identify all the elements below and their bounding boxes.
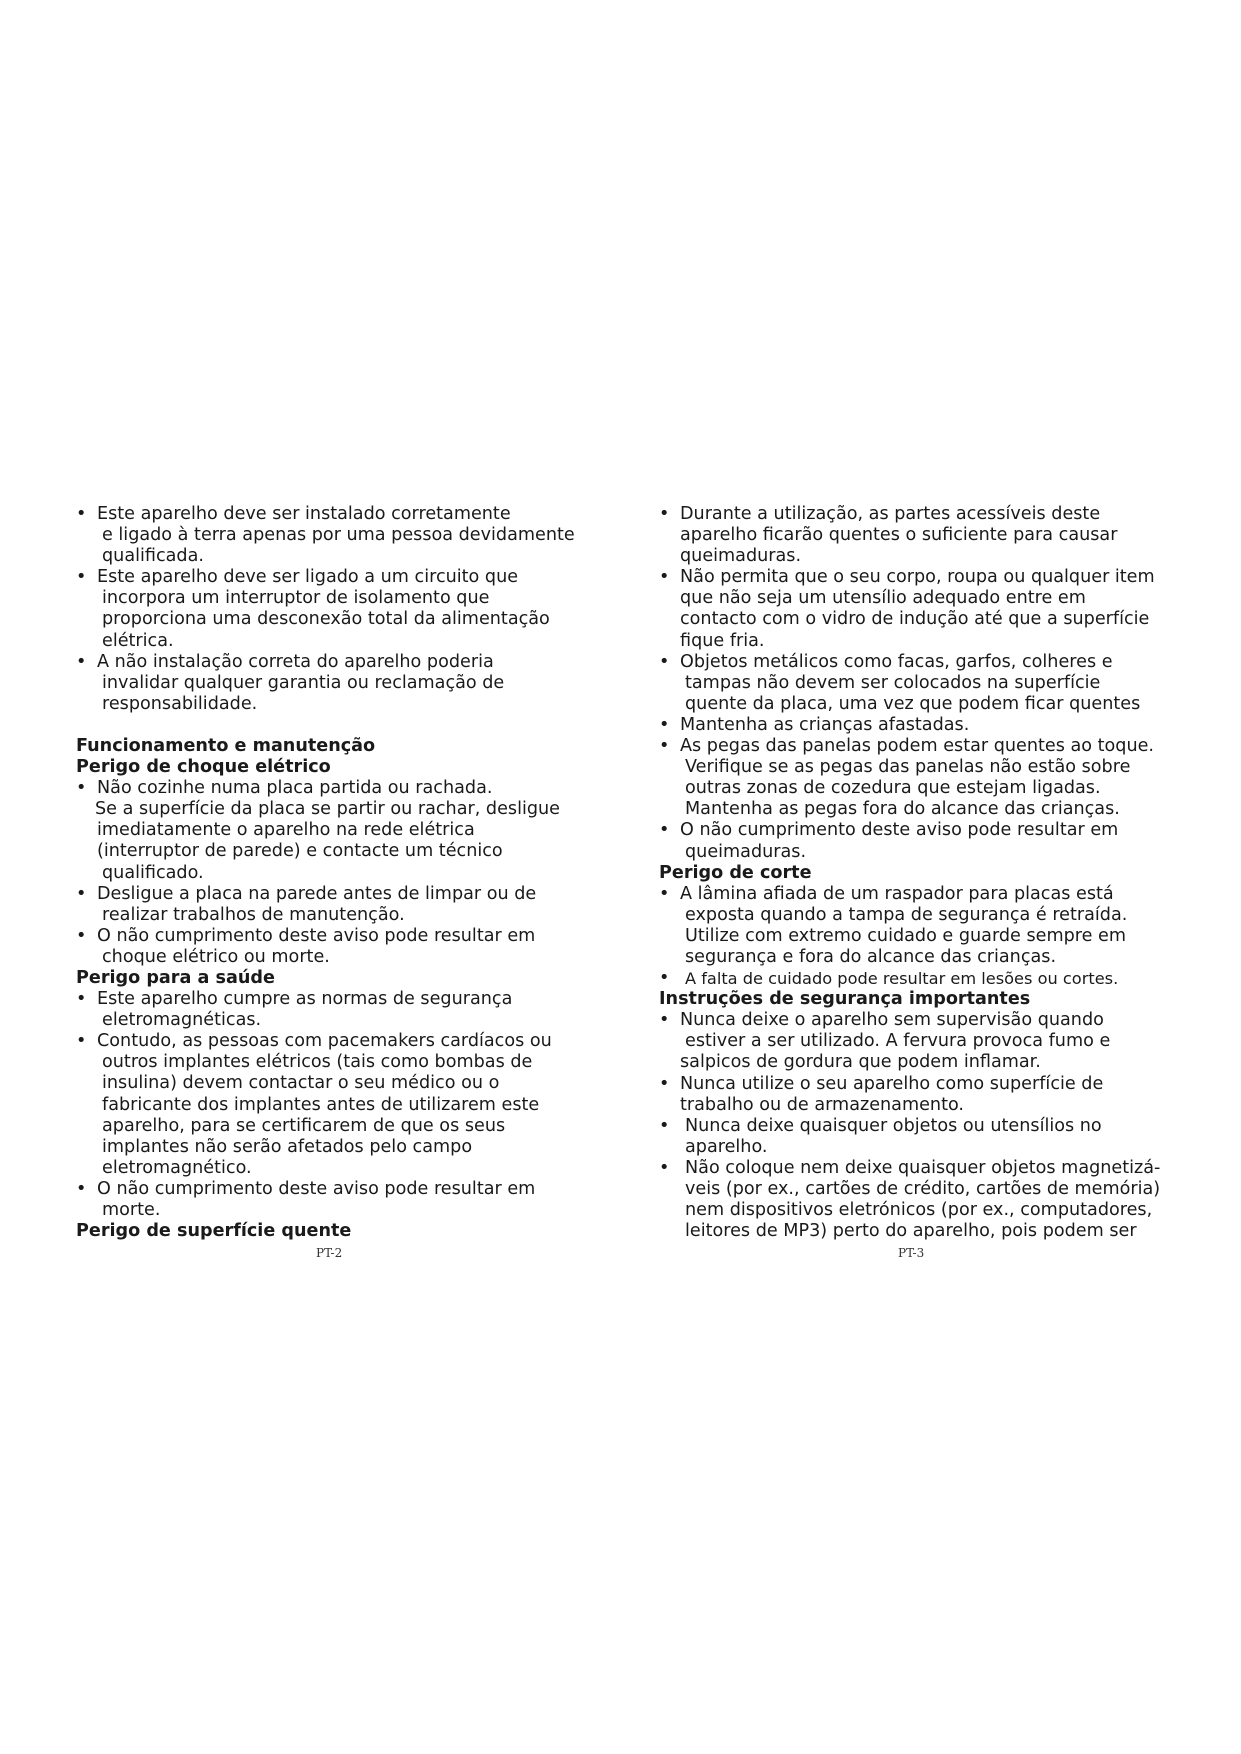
list-item: • Contudo, as pessoas com pacemakers cardíacos ou outros implantes elétricos (tais como bombas de insulina) devem contactar o seu médico ou o fabricante dos implantes antes de utilizarem este aparelho, para se certificarem de que os seus implantes não serão afetados pelo campo eletromagnético. xyxy=(76,1031,552,1178)
health-heading: Perigo para a saúde xyxy=(76,967,275,988)
left-page xyxy=(76,504,596,1242)
bullet-icon: • xyxy=(659,504,670,524)
bullet-icon: • xyxy=(76,504,87,524)
health-bullet-list xyxy=(76,989,596,1221)
list-item: • Mantenha as crianças afastadas. xyxy=(659,714,970,735)
spacer xyxy=(76,715,596,736)
list-item: • Desligue a placa na parede antes de limpar ou de realizar trabalhos de manutenção. xyxy=(76,883,537,925)
bullet-icon: • xyxy=(659,1073,670,1094)
cut-heading: Perigo de corte xyxy=(659,862,812,883)
right-page xyxy=(659,504,1179,1242)
intro-bullet-list xyxy=(76,504,596,715)
bullet-icon: • xyxy=(659,1157,670,1178)
bullet-icon: • xyxy=(659,714,670,735)
list-item: • O não cumprimento deste aviso pode resultar em morte. xyxy=(76,1178,536,1220)
list-item: • Nunca utilize o seu aparelho como superfície de trabalho ou de armazenamento. xyxy=(659,1073,1104,1115)
bullet-icon: • xyxy=(659,651,670,672)
bullet-icon: • xyxy=(76,925,87,946)
list-item: • A falta de cuidado pode resultar em lesões ou cortes. xyxy=(659,968,1119,989)
list-item: • Nunca deixe o aparelho sem supervisão quando estiver a ser utilizado. A fervura provoca fumo e salpicos de gordura que podem inflamar. xyxy=(659,1010,1111,1073)
cut-bullet-list xyxy=(659,884,1179,989)
list-item: • Não cozinhe numa placa partida ou rachada. Se a superfície da placa se partir ou rachar, desligue imediatamente o aparelho na rede elétrica (interruptor de parede) e contacte um técnico qualificado. xyxy=(76,778,560,883)
bullet-icon: • xyxy=(76,1031,87,1052)
list-item: • Não permita que o seu corpo, roupa ou qualquer item que não seja um utensílio adequado entre em contacto com o vidro de indução até que a superfície fique fria. xyxy=(659,567,1155,651)
shock-bullet-list xyxy=(76,778,596,968)
bullet-icon: • xyxy=(659,1115,670,1136)
page-number-left: PT-2 xyxy=(316,1246,343,1260)
list-item: • A lâmina afiada de um raspador para placas está exposta quando a tampa de segurança é retraída. Utilize com extremo cuidado e guarde sempre em segurança e fora do alcance das crianças. xyxy=(659,883,1128,967)
list-item: • O não cumprimento deste aviso pode resultar em queimaduras. xyxy=(659,820,1119,862)
bullet-icon: • xyxy=(659,968,670,989)
bullet-icon: • xyxy=(659,736,670,757)
bullet-icon: • xyxy=(76,883,87,904)
list-item: • Nunca deixe quaisquer objetos ou utensílios no aparelho. xyxy=(659,1115,1102,1157)
bullet-icon: • xyxy=(659,567,670,588)
bullet-icon: • xyxy=(659,1010,670,1031)
safety-heading: Instruções de segurança importantes xyxy=(659,989,1031,1010)
bullet-icon: • xyxy=(76,778,87,799)
bullet-icon: • xyxy=(659,883,670,904)
bullet-icon: • xyxy=(76,651,87,672)
list-item: • Este aparelho deve ser ligado a um circuito que incorpora um interruptor de isolamento que proporciona uma desconexão total da alimentação elétrica. xyxy=(76,567,550,651)
list-item: • A não instalação correta do aparelho poderia invalidar qualquer garantia ou reclamação de responsabilidade. xyxy=(76,651,505,714)
list-item: • As pegas das panelas podem estar quentes ao toque. Verifique se as pegas das panelas não estão sobre outras zonas de cozedura que estejam ligadas. Mantenha as pegas fora do alcance das crianças. xyxy=(659,736,1155,820)
bullet-icon: • xyxy=(76,989,87,1010)
hot-surface-heading: Perigo de superfície quente xyxy=(76,1221,352,1242)
safety-bullet-list xyxy=(659,1010,1179,1242)
section-title: Funcionamento e manutenção xyxy=(76,735,376,756)
hot-bullet-list xyxy=(659,504,1179,863)
page-number-right: PT-3 xyxy=(898,1246,925,1260)
bullet-icon: • xyxy=(76,567,87,588)
list-item: • Este aparelho deve ser instalado corretamente e ligado à terra apenas por uma pessoa devidamente qualificada. xyxy=(76,504,575,567)
list-item: • Este aparelho cumpre as normas de segurança eletromagnéticas. xyxy=(76,989,513,1031)
list-item: • Durante a utilização, as partes acessíveis deste aparelho ficarão quentes o suficiente para causar queimaduras. xyxy=(659,504,1118,567)
list-item: • O não cumprimento deste aviso pode resultar em choque elétrico ou morte. xyxy=(76,925,536,967)
bullet-icon: • xyxy=(76,1178,87,1199)
bullet-icon: • xyxy=(659,820,670,841)
list-item: • Não coloque nem deixe quaisquer objetos magnetizá- veis (por ex., cartões de crédito, cartões de memória) nem dispositivos eletrónicos (por ex., computadores, leitores de MP3) perto do aparelho, pois podem ser xyxy=(659,1157,1161,1242)
list-item: • Objetos metálicos como facas, garfos, colheres e tampas não devem ser colocados na superfície quente da placa, uma vez que podem ficar quentes xyxy=(659,651,1141,714)
shock-heading: Perigo de choque elétrico xyxy=(76,757,331,778)
